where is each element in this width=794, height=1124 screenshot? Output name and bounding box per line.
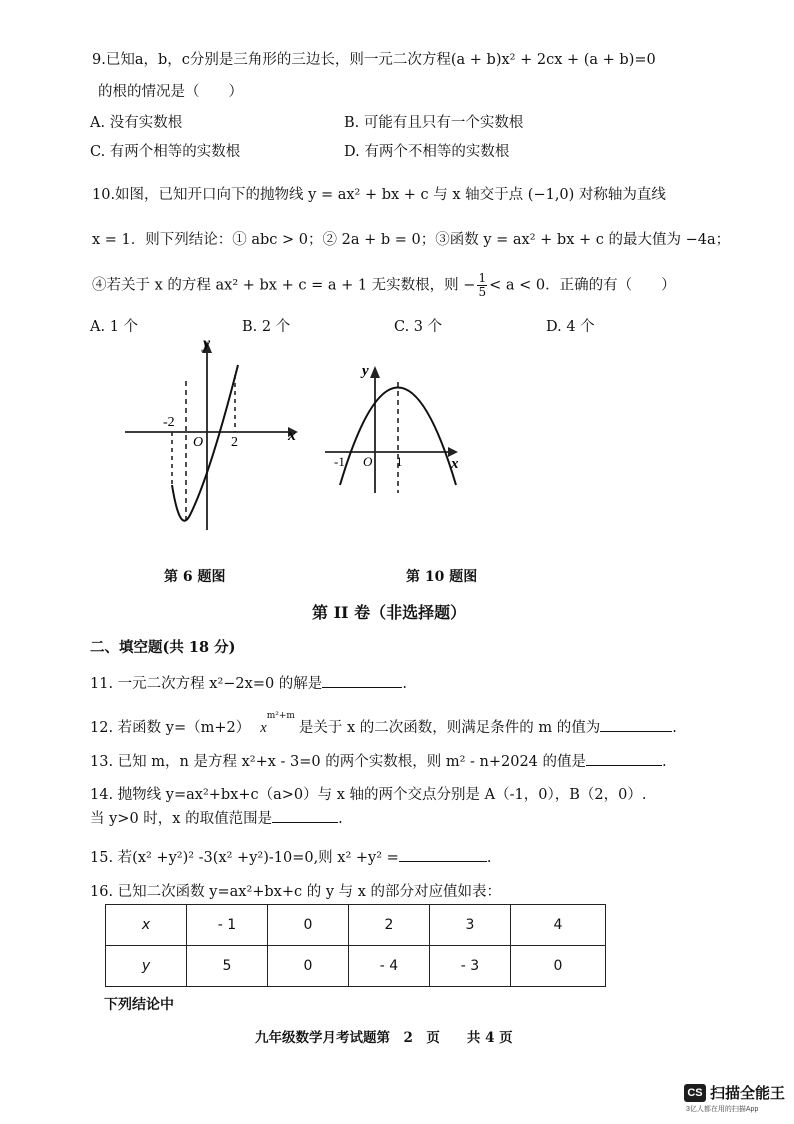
table-cell: 0 bbox=[268, 946, 349, 987]
q12-answer-blank[interactable] bbox=[600, 717, 672, 732]
q10-stem-line3 bbox=[92, 272, 676, 299]
q10-line3-post: < a < 0．正确的有（ ） bbox=[489, 277, 676, 294]
fig10-x-label: x bbox=[451, 456, 459, 472]
q10-option-b: B. 2 个 bbox=[242, 319, 291, 335]
q9-option-c: C. 有两个相等的实数根 bbox=[90, 144, 241, 160]
fig10-origin: O bbox=[363, 454, 373, 469]
q13-text: 13. 已知 m，n 是方程 x²+x - 3=0 的两个实数根，则 m² - n+2024 的值是 bbox=[90, 754, 587, 770]
part2-title: 二、填空题(共 18 分) bbox=[90, 639, 236, 656]
q12-text-mid: 是关于 x 的二次函数，则满足条件的 m 的值为 bbox=[298, 720, 601, 736]
fig10-tick-1: 1 bbox=[396, 454, 403, 469]
q12-base: x bbox=[260, 720, 267, 736]
fig10-tick-neg1: -1 bbox=[334, 454, 345, 469]
table-row bbox=[106, 946, 606, 987]
q14-line2 bbox=[90, 807, 343, 828]
table-cell: 2 bbox=[349, 905, 430, 946]
table-cell: x bbox=[106, 905, 187, 946]
q15 bbox=[90, 846, 491, 867]
fig10-y-label: y bbox=[362, 363, 369, 379]
q9-option-a: A. 没有实数根 bbox=[90, 115, 183, 131]
q12-text-pre: 12. 若函数 y=（m+2） bbox=[90, 720, 251, 736]
q16-continuation: 下列结论中 bbox=[104, 997, 174, 1013]
q10-stem-line2: x = 1．则下列结论：① abc > 0；② 2a + b = 0；③函数 y = ax² + bx + c 的最大值为 −4a； bbox=[92, 232, 731, 248]
q9-stem-line1: 9.已知a，b，c分别是三角形的三边长，则一元二次方程(a + b)x² + 2cx + (a + b)=0 bbox=[92, 52, 656, 68]
q10-option-a: A. 1 个 bbox=[90, 319, 139, 335]
figure-6 bbox=[120, 335, 310, 535]
section-title: 第 II 卷（非选择题） bbox=[312, 603, 467, 622]
q15-answer-blank[interactable] bbox=[399, 847, 487, 862]
fig10-y-arrow-icon bbox=[370, 366, 380, 378]
q10-fraction-den: 5 bbox=[478, 285, 487, 299]
q10-option-c: C. 3 个 bbox=[394, 319, 443, 335]
table-cell: y bbox=[106, 946, 187, 987]
fig6-tick-neg2: -2 bbox=[163, 415, 175, 430]
q15-text: 15. 若(x² +y²)² -3(x² +y²)-10=0,则 x² +y² = bbox=[90, 850, 399, 866]
q12-period: . bbox=[672, 720, 677, 736]
table-cell: - 4 bbox=[349, 946, 430, 987]
q11-period: . bbox=[402, 676, 407, 692]
page-footer: 九年级数学月考试题第 2 页 共 4 页 bbox=[255, 1030, 513, 1046]
table-cell: 0 bbox=[511, 946, 606, 987]
q11-text: 11. 一元二次方程 x²−2x=0 的解是 bbox=[90, 676, 323, 692]
table-cell: - 3 bbox=[430, 946, 511, 987]
q13-answer-blank[interactable] bbox=[586, 751, 662, 766]
q10-line3-pre: ④若关于 x 的方程 ax² + bx + c = a + 1 无实数根，则 − bbox=[92, 277, 476, 294]
watermark-subtitle: 3亿人都在用的扫描App bbox=[686, 1106, 759, 1113]
value-table bbox=[105, 904, 606, 987]
q14-text: 当 y>0 时，x 的取值范围是 bbox=[90, 811, 273, 827]
q9-option-d: D. 有两个不相等的实数根 bbox=[344, 144, 510, 160]
fig6-x-label: x bbox=[288, 427, 296, 444]
watermark-title: 扫描全能王 bbox=[710, 1085, 786, 1102]
q16-stem: 16. 已知二次函数 y=ax²+bx+c 的 y 与 x 的部分对应值如表： bbox=[90, 884, 502, 900]
q10-stem-line1: 10.如图，已知开口向下的抛物线 y = ax² + bx + c 与 x 轴交于点 (−1,0) 对称轴为直线 bbox=[92, 187, 666, 203]
fig6-y-label: y bbox=[203, 335, 211, 352]
q10-option-d: D. 4 个 bbox=[546, 319, 595, 335]
table-cell: - 1 bbox=[187, 905, 268, 946]
table-cell: 3 bbox=[430, 905, 511, 946]
q10-fraction-num: 1 bbox=[478, 271, 487, 285]
q11 bbox=[90, 672, 407, 693]
q14-period: . bbox=[338, 811, 343, 827]
q13 bbox=[90, 750, 667, 771]
q15-period: . bbox=[486, 850, 492, 866]
fig6-tick-2: 2 bbox=[231, 435, 238, 450]
q11-answer-blank[interactable] bbox=[322, 673, 402, 688]
camscanner-logo-icon: CS bbox=[684, 1084, 706, 1102]
fig6-curve bbox=[172, 365, 238, 521]
q13-period: . bbox=[662, 754, 667, 770]
table-cell: 4 bbox=[511, 905, 606, 946]
q10-fraction bbox=[477, 272, 487, 299]
q12 bbox=[90, 711, 677, 737]
q9-option-b: B. 可能有且只有一个实数根 bbox=[344, 115, 524, 131]
q12-exponent: m²+m bbox=[266, 711, 295, 722]
fig6-caption: 第 6 题图 bbox=[164, 569, 226, 585]
fig6-origin: O bbox=[193, 435, 204, 450]
table-row bbox=[106, 905, 606, 946]
q9-stem-line2: 的根的情况是（ ） bbox=[98, 84, 243, 100]
table-cell: 0 bbox=[268, 905, 349, 946]
figure-10 bbox=[320, 360, 475, 495]
table-cell: 5 bbox=[187, 946, 268, 987]
fig10-caption: 第 10 题图 bbox=[406, 569, 478, 585]
q14-line1: 14. 抛物线 y=ax²+bx+c（a>0）与 x 轴的两个交点分别是 A（-1，0），B（2，0）. bbox=[90, 787, 647, 803]
q14-answer-blank[interactable] bbox=[272, 808, 338, 823]
